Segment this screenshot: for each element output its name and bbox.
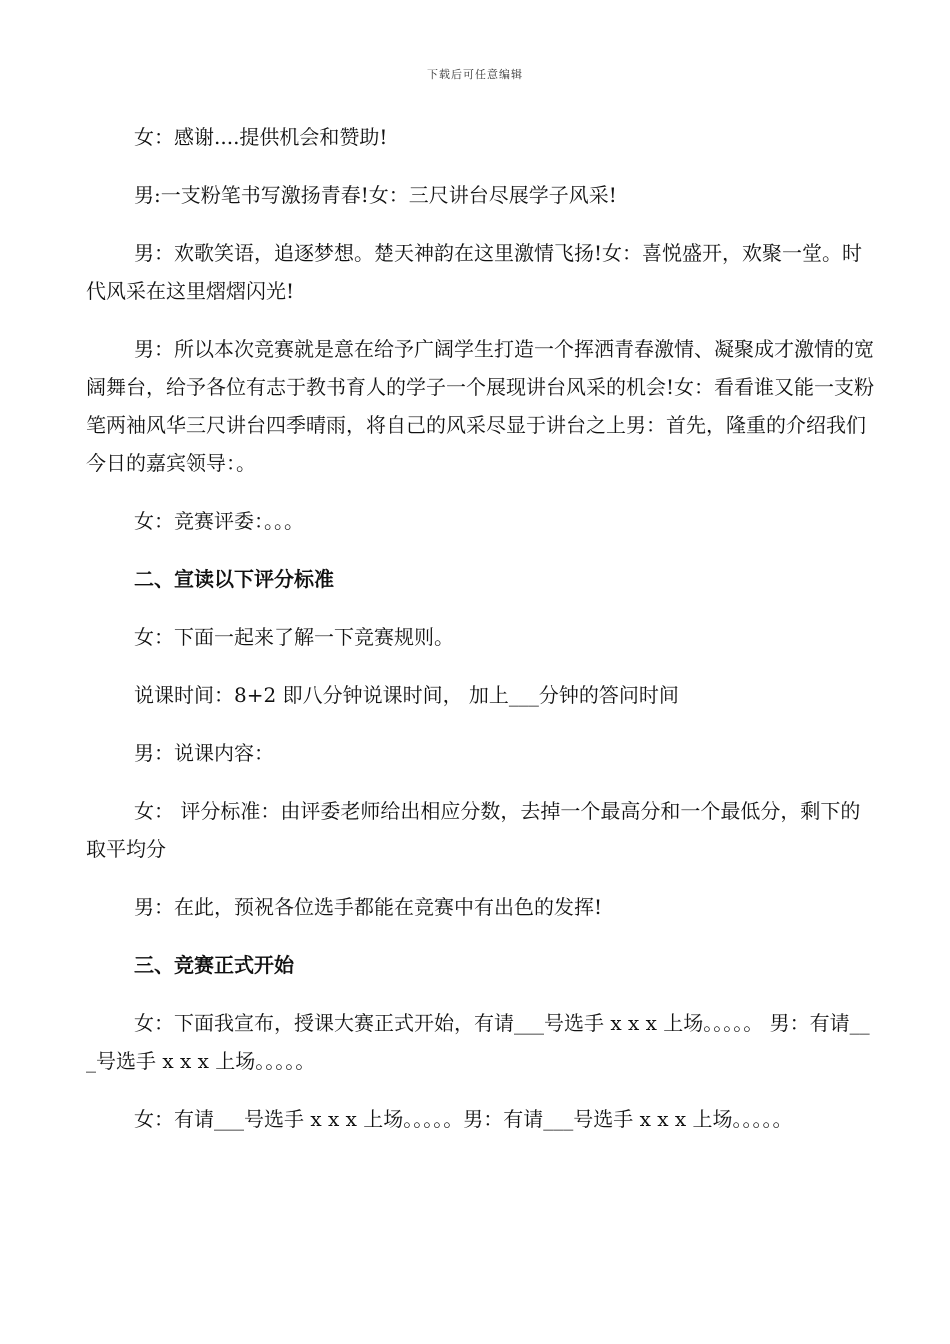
dialogue-paragraph: 说课时间：8+2 即八分钟说课时间， 加上___分钟的答问时间 [134, 683, 679, 707]
section-heading: 三、竞赛正式开始 [134, 953, 294, 977]
dialogue-paragraph: 男：所以本次竞赛就是意在给予广阔学生打造一个挥洒青春激情、凝聚成才激情的宽阔舞台，给予各位有志于教书育人的学子一个展现讲台风采的机会!女：看看谁又能一支粉笔两袖风华三尺讲台四季晴雨，将自己的风采尽显于讲台之上男：首先，隆重的介绍我们今日的嘉宾领导：。 [86, 337, 875, 475]
dialogue-paragraph: 女： 评分标准：由评委老师给出相应分数，去掉一个最高分和一个最低分，剩下的取平均分 [86, 799, 861, 861]
dialogue-paragraph: 女：下面我宣布，授课大赛正式开始，有请___号选手 x x x 上场。。。。。 男：有请___号选手 x x x 上场。。。。。 [86, 1011, 870, 1073]
dialogue-paragraph: 女：感谢....提供机会和赞助! [134, 125, 388, 149]
dialogue-paragraph: 男:一支粉笔书写激扬青春!女：三尺讲台尽展学子风采! [134, 183, 617, 207]
dialogue-paragraph: 女：竞赛评委：。。。 [134, 509, 304, 533]
dialogue-paragraph: 男：欢歌笑语，追逐梦想。楚天神韵在这里激情飞扬!女：喜悦盛开，欢聚一堂。时代风采在这里熠熠闪光! [86, 241, 863, 303]
header-note: 下载后可任意编辑 [427, 68, 523, 81]
section-heading: 二、宣读以下评分标准 [134, 567, 334, 591]
dialogue-paragraph: 女：下面一起来了解一下竞赛规则。 [134, 625, 454, 649]
dialogue-paragraph: 男：说课内容： [134, 741, 274, 765]
document-body [86, 118, 876, 1158]
dialogue-paragraph: 女：有请___号选手 x x x 上场。。。。。男：有请___号选手 x x x 上场。。。。。 [134, 1107, 793, 1131]
dialogue-paragraph: 男：在此，预祝各位选手都能在竞赛中有出色的发挥! [134, 895, 603, 919]
